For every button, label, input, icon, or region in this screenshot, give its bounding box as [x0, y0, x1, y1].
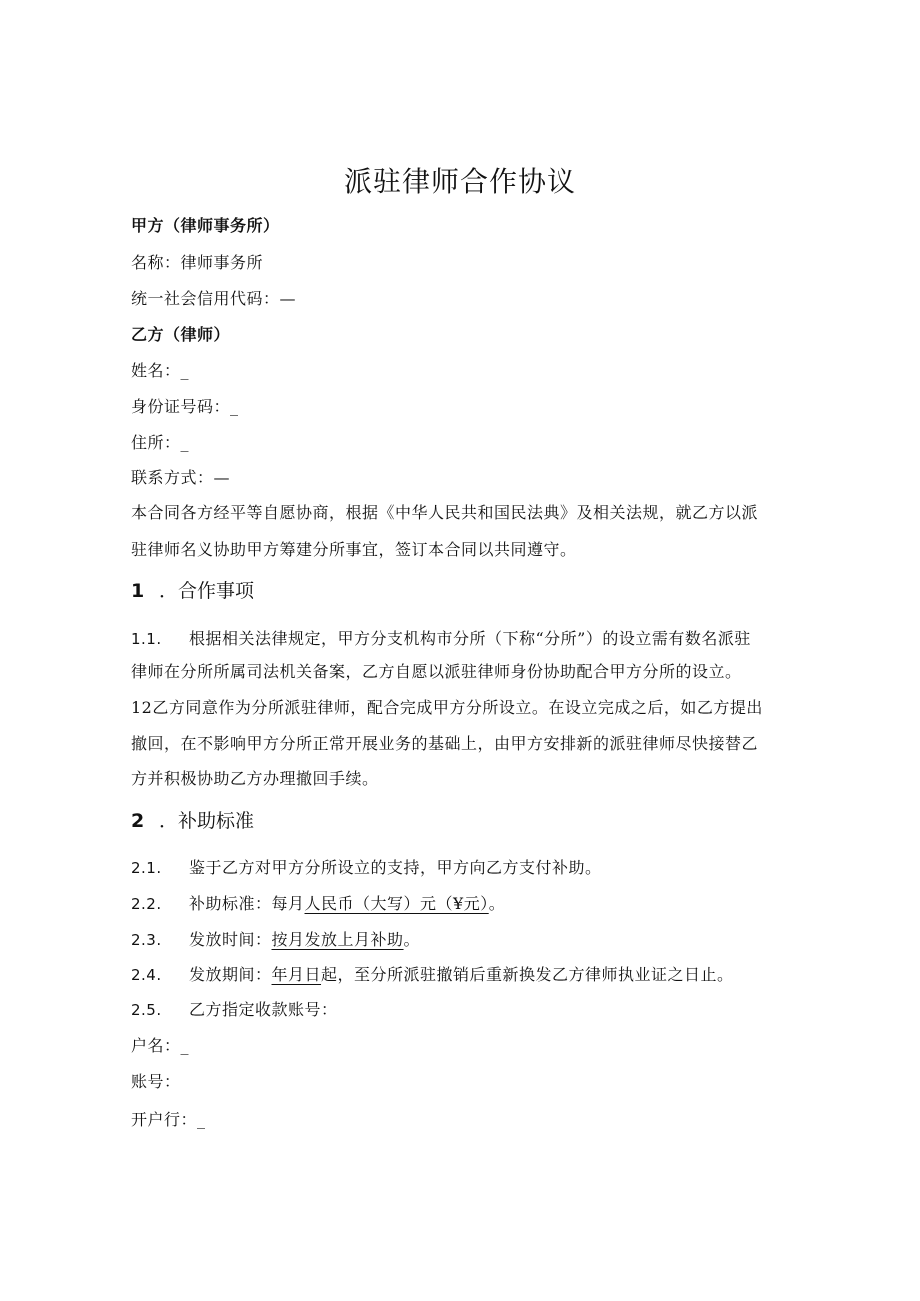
clause-2-1: [131, 855, 602, 878]
preamble-line-1: 本合同各方经平等自愿协商，根据《中华人民共和国民法典》及相关法规，就乙方以派: [131, 503, 759, 522]
clause-1-2-line-2: 撤回，在不影响甲方分所正常开展业务的基础上，由甲方安排新的派驻律师尽快接替乙: [131, 734, 759, 753]
id-value: _: [230, 397, 239, 416]
clause-1-2-line-1: 12乙方同意作为分所派驻律师，配合完成甲方分所设立。在设立完成之后，如乙方提出: [131, 698, 763, 717]
account-number-label: 账号：: [131, 1072, 181, 1091]
party-a-heading: 甲方（律师事务所）: [131, 216, 280, 235]
party-a-name-value: 律师事务所: [180, 253, 264, 272]
clause-2-5-number: 2.5.: [131, 1001, 162, 1019]
clause-2-4-number: 2.4.: [131, 966, 162, 984]
clause-2-1-text: 鉴于乙方对甲方分所设立的支持，甲方向乙方支付补助。: [189, 858, 602, 877]
party-b-name: [131, 358, 189, 381]
account-name-label: 户名：: [131, 1036, 181, 1055]
party-a-credit-code: [131, 286, 296, 309]
document-title: 派驻律师合作协议: [343, 165, 576, 198]
start-date-blank: 年月日: [271, 965, 322, 984]
address-label: 住所：: [131, 433, 181, 452]
clause-2-1-number: 2.1.: [131, 859, 162, 877]
section-1-heading: [131, 576, 254, 603]
party-b-address: [131, 430, 189, 453]
subsidy-amount-blank: 人民币（大写）元（¥元）: [304, 894, 489, 913]
clause-1-1-number: 1.1.: [131, 630, 162, 648]
bank-name: [131, 1107, 206, 1130]
credit-code-value: —: [279, 289, 297, 308]
address-value: _: [180, 433, 190, 452]
account-name: [131, 1033, 189, 1056]
preamble-line-2: 驻律师名义协助甲方筹建分所事宜，签订本合同以共同遵守。: [131, 540, 577, 559]
credit-code-label: 统一社会信用代码：: [131, 289, 280, 308]
account-name-value: _: [180, 1036, 190, 1055]
section-2-heading: [131, 806, 254, 833]
clause-2-2: [131, 891, 505, 914]
party-a-name: [131, 250, 263, 273]
clause-2-4-suffix: 起，至分所派驻撤销后重新换发乙方律师执业证之日止。: [321, 965, 734, 984]
clause-2-4-prefix: 发放期间：: [189, 965, 272, 984]
clause-2-2-suffix: 。: [488, 894, 506, 913]
payment-time-blank: 按月发放上月补助: [271, 930, 404, 949]
clause-2-2-number: 2.2.: [131, 895, 162, 913]
clause-2-3: [131, 927, 420, 950]
party-b-heading: 乙方（律师）: [131, 325, 231, 344]
clause-2-5-text: 乙方指定收款账号：: [189, 1000, 338, 1019]
party-a-name-label: 名称：: [131, 253, 181, 272]
id-label: 身份证号码：: [131, 397, 231, 416]
section-2-title: ．补助标准: [159, 810, 255, 832]
clause-2-2-prefix: 补助标准：每月: [189, 894, 305, 913]
clause-2-3-prefix: 发放时间：: [189, 930, 272, 949]
clause-1-1-line-2: 律师在分所所属司法机关备案，乙方自愿以派驻律师身份协助配合甲方分所的设立。: [131, 662, 742, 681]
clause-2-3-number: 2.3.: [131, 931, 162, 949]
clause-1-1-line-1: [131, 626, 751, 649]
section-1-title: ．合作事项: [159, 580, 255, 602]
party-b-name-value: _: [180, 361, 190, 380]
party-b-name-label: 姓名：: [131, 361, 181, 380]
account-number: [131, 1069, 181, 1092]
clause-1-2-line-3: 方并积极协助乙方办理撤回手续。: [131, 769, 379, 788]
contact-label: 联系方式：: [131, 468, 214, 487]
party-b-contact: [131, 465, 230, 488]
section-1-number: 1: [131, 580, 145, 602]
bank-value: _: [197, 1110, 206, 1129]
clause-1-1-text-1: 根据相关法律规定，甲方分支机构市分所（下称“分所”）的设立需有数名派驻: [189, 629, 751, 648]
party-b-id: [131, 394, 239, 417]
clause-2-3-suffix: 。: [403, 930, 421, 949]
clause-2-5: [131, 997, 338, 1020]
clause-2-4: [131, 962, 734, 985]
bank-label: 开户行：: [131, 1110, 198, 1129]
contact-value: —: [213, 468, 231, 487]
section-2-number: 2: [131, 810, 145, 832]
